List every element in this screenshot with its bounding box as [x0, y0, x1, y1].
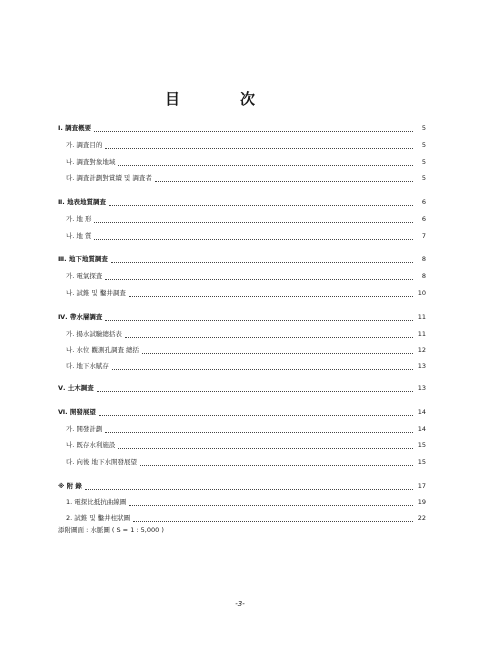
- toc-label: Ⅴ. 土木調査: [58, 384, 94, 392]
- toc-page-number: 13: [417, 384, 426, 392]
- toc-page-number: 17: [417, 482, 426, 490]
- toc-section: [58, 384, 426, 393]
- dot-leader: [109, 200, 413, 206]
- dot-leader: [112, 364, 413, 370]
- toc-section: [58, 255, 426, 264]
- toc-page-number: 8: [421, 272, 426, 280]
- toc-label: 가. 地 形: [66, 215, 92, 223]
- dot-leader: [111, 257, 413, 263]
- page-number: -3-: [235, 600, 245, 608]
- dot-leader: [118, 160, 413, 166]
- toc-entry: [58, 289, 426, 298]
- toc-label: ※ 附 錄: [58, 482, 82, 490]
- dot-leader: [97, 386, 413, 392]
- dot-leader: [142, 348, 413, 354]
- toc-page-number: 6: [421, 198, 426, 206]
- toc-label: 1. 電探比抵抗曲線圖: [66, 498, 127, 506]
- toc-page-number: 15: [417, 441, 426, 449]
- dot-leader: [129, 291, 413, 297]
- dot-leader: [94, 217, 413, 223]
- toc-entry: [58, 441, 426, 450]
- dot-leader: [118, 443, 413, 449]
- toc-page-number: 5: [421, 124, 426, 132]
- dot-leader: [155, 176, 413, 182]
- title-char-2: 次: [240, 90, 316, 108]
- toc-section: [58, 408, 426, 417]
- toc-section: [58, 124, 426, 133]
- dot-leader: [99, 410, 413, 416]
- toc-entry: [58, 330, 426, 339]
- toc-label: Ⅰ. 調査槪要: [58, 124, 92, 132]
- dot-leader: [85, 484, 413, 490]
- toc-entry: [58, 514, 426, 523]
- page-title: [0, 88, 480, 109]
- toc-label: Ⅵ. 開發展望: [58, 408, 96, 416]
- toc-page-number: 5: [421, 174, 426, 182]
- toc-page-number: 14: [417, 408, 426, 416]
- toc-entry: [58, 174, 426, 183]
- dot-leader: [105, 143, 413, 149]
- dot-leader: [94, 126, 413, 132]
- toc-label: 가. 開發計劃: [66, 425, 103, 433]
- dot-leader: [125, 332, 413, 338]
- dot-leader: [129, 500, 413, 506]
- toc-label: 다. 向後 地下水開發展望: [66, 458, 137, 466]
- toc-label: Ⅳ. 帶水層調査: [58, 313, 103, 321]
- toc-entry: [58, 346, 426, 355]
- toc-entry: [58, 158, 426, 167]
- toc-entry: [58, 498, 426, 507]
- toc-entry: [58, 232, 426, 241]
- toc-page-number: 7: [421, 232, 426, 240]
- toc-label: 2. 試錐 및 鑿井柱狀圖: [66, 514, 131, 522]
- toc-label: 나. 地 質: [66, 232, 92, 240]
- toc-section: [58, 313, 426, 322]
- toc-page-number: 11: [417, 330, 426, 338]
- toc-page-number: 14: [417, 425, 426, 433]
- toc-page-number: 5: [421, 158, 426, 166]
- toc-page-number: 11: [417, 313, 426, 321]
- toc-label: 다. 調査計劃對賞續 및 調査者: [66, 174, 152, 182]
- toc-label: 다. 地下水賦存: [66, 362, 109, 370]
- toc-entry: [58, 458, 426, 467]
- toc-section: [58, 198, 426, 207]
- toc-label: 나. 調査對象地域: [66, 158, 116, 166]
- toc-entry: [58, 362, 426, 371]
- dot-leader: [94, 234, 413, 240]
- toc-page-number: 19: [417, 498, 426, 506]
- toc-page-number: 5: [421, 141, 426, 149]
- toc-label: Ⅱ. 地表地質調査: [58, 198, 107, 206]
- dot-leader: [140, 460, 413, 466]
- dot-leader: [133, 516, 413, 522]
- toc-page-number: 10: [417, 289, 426, 297]
- toc-entry: [58, 141, 426, 150]
- toc-page-number: 22: [417, 514, 426, 522]
- toc-entry: [58, 425, 426, 434]
- toc-section: [58, 482, 426, 491]
- toc-label: 가. 電氣探査: [66, 272, 103, 280]
- toc-label: 나. 水位 觀測孔調査 總括: [66, 346, 140, 354]
- dot-leader: [105, 427, 413, 433]
- toc-page-number: 6: [421, 215, 426, 223]
- toc-label: 나. 試錐 및 鑿井調査: [66, 289, 126, 297]
- toc-label: Ⅲ. 地下地質調査: [58, 255, 108, 263]
- toc-page-number: 13: [417, 362, 426, 370]
- toc-label: 나. 既存水利施設: [66, 441, 116, 449]
- attachment-note: 添附圖面 : 水脈圖 ( S = 1 : 5,000 ): [58, 526, 164, 534]
- toc-page-number: 8: [421, 255, 426, 263]
- dot-leader: [105, 315, 413, 321]
- toc-page-number: 12: [417, 346, 426, 354]
- toc-label: 가. 調査目的: [66, 141, 103, 149]
- toc-page-number: 15: [417, 458, 426, 466]
- toc-entry: [58, 215, 426, 224]
- toc-label: 가. 揚水試驗總括表: [66, 330, 122, 338]
- title-char-1: 目: [164, 90, 240, 108]
- dot-leader: [105, 274, 413, 280]
- toc-entry: [58, 272, 426, 281]
